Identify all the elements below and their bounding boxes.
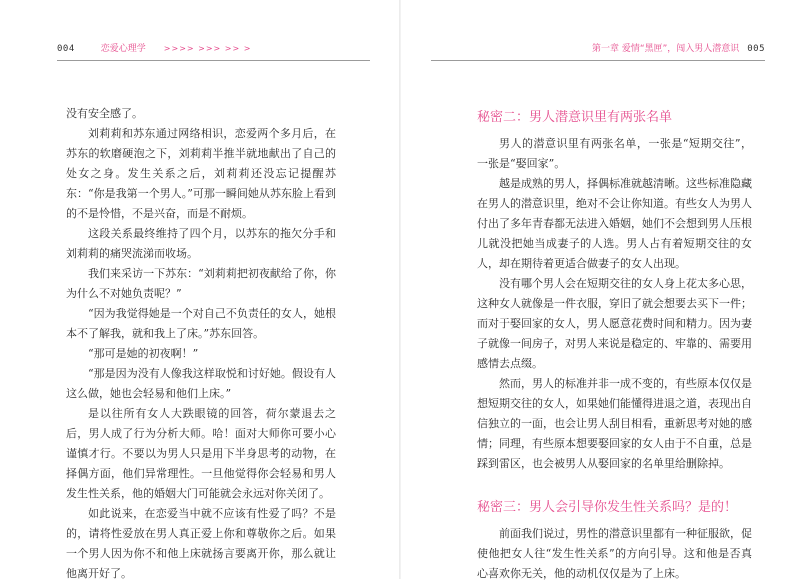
body-paragraph: 没有哪个男人会在短期交往的女人身上花太多心思，这种女人就像是一件衣服，穿旧了就会想要去买下一件；而对于娶回家的女人，男人愿意花费时间和精力。因为妻子就像一间房子，对男人来说是稳定的、牢靠的、需要用感情去点缀。 xyxy=(477,277,752,370)
right-page-number: 005 xyxy=(747,44,765,54)
header-arrows-decoration: >>>> >>> >> > xyxy=(163,44,252,53)
body-paragraph: 是以往所有女人大跌眼镜的回答，荷尔蒙退去之后，男人成了行为分析大师。哈！面对大师你可要小心谨慎才行。不要以为男人只是用下半身思考的动物，在择偶方面，他们异常理性。一旦他觉得你会轻易和男人发生性关系，他的婚姻大门可能就会永远对你关闭了。 xyxy=(66,407,336,500)
body-paragraph: 刘莉莉和苏东通过网络相识，恋爱两个多月后，在苏东的软磨硬泡之下，刘莉莉半推半就地献出了自己的处女之身。发生关系之后，刘莉莉还没忘记提醒苏东：“你是我第一个男人。”可那一瞬间她从苏东脸上看到的不是怜惜，不是兴奋，而是不耐烦。 xyxy=(66,127,336,220)
left-page-number: 004 xyxy=(57,44,75,54)
body-paragraph: 男人的潜意识里有两张名单，一张是“短期交往”，一张是“娶回家”。 xyxy=(477,137,752,170)
body-paragraph: 没有安全感了。 xyxy=(66,107,143,120)
left-header-rule xyxy=(57,60,370,61)
left-page-body xyxy=(66,104,336,584)
dialogue-paragraph: “那可是她的初夜啊！” xyxy=(88,347,199,360)
body-paragraph: 前面我们说过，男性的潜意识里都有一种征服欲，促使他把女人往“发生性关系”的方向引导。这和他是否真心喜欢你无关，他的动机仅仅是为了上床。 xyxy=(477,527,752,580)
chapter-title: 爱情“黑匣”，闯入男人潜意识 xyxy=(621,44,740,54)
book-title: 恋爱心理学 xyxy=(100,44,146,54)
right-header-rule xyxy=(431,60,765,61)
body-paragraph: 如此说来，在恋爱当中就不应该有性爱了吗？不是的，请将性爱放在男人真正爱上你和尊敬你之后。如果一个男人因为你不和他上床就扬言要离开你，那么就让他离开好了。 xyxy=(66,507,336,580)
section-spacer xyxy=(477,474,752,498)
left-running-header xyxy=(57,42,251,56)
dialogue-paragraph: “那是因为没有人像我这样取悦和讨好她。假设有人这么做，她也会轻易和他们上床。” xyxy=(66,367,336,400)
right-page xyxy=(401,0,800,579)
right-page-body xyxy=(477,108,752,584)
section-heading: 秘密三：男人会引导你发生性关系吗？是的！ xyxy=(477,500,738,515)
chapter-label: 第一章 xyxy=(592,44,620,54)
body-paragraph: 这段关系最终维持了四个月，以苏东的拖欠分手和刘莉莉的痛哭流涕而收场。 xyxy=(66,227,336,260)
left-page xyxy=(0,0,400,579)
section-heading: 秘密二：男人潜意识里有两张名单 xyxy=(477,110,673,125)
body-paragraph: 越是成熟的男人，择偶标准就越清晰。这些标准隐藏在男人的潜意识里，绝对不会让你知道。有些女人为男人付出了多年青春都无法进入婚姻，她们不会想到男人压根儿就没把她当成妻子的人选。男人占有着短期交往的女人，却在期待着更适合做妻子的女人出现。 xyxy=(477,177,752,270)
body-paragraph: 然而，男人的标准并非一成不变的，有些原本仅仅是想短期交往的女人，如果她们能懂得进退之道，表现出自信独立的一面，也会让男人刮目相看，重新思考对她的感情；同理，有些原本想要娶回家的女人由于不自重，总是踩到雷区，也会被男人从娶回家的名单里给删除掉。 xyxy=(477,377,752,470)
right-running-header xyxy=(592,42,765,56)
body-paragraph: 我们来采访一下苏东：“刘莉莉把初夜献给了你，你为什么不对她负责呢？” xyxy=(66,267,336,300)
dialogue-paragraph: “因为我觉得她是一个对自己不负责任的女人，她根本不了解我，就和我上了床。”苏东回答。 xyxy=(66,307,336,340)
